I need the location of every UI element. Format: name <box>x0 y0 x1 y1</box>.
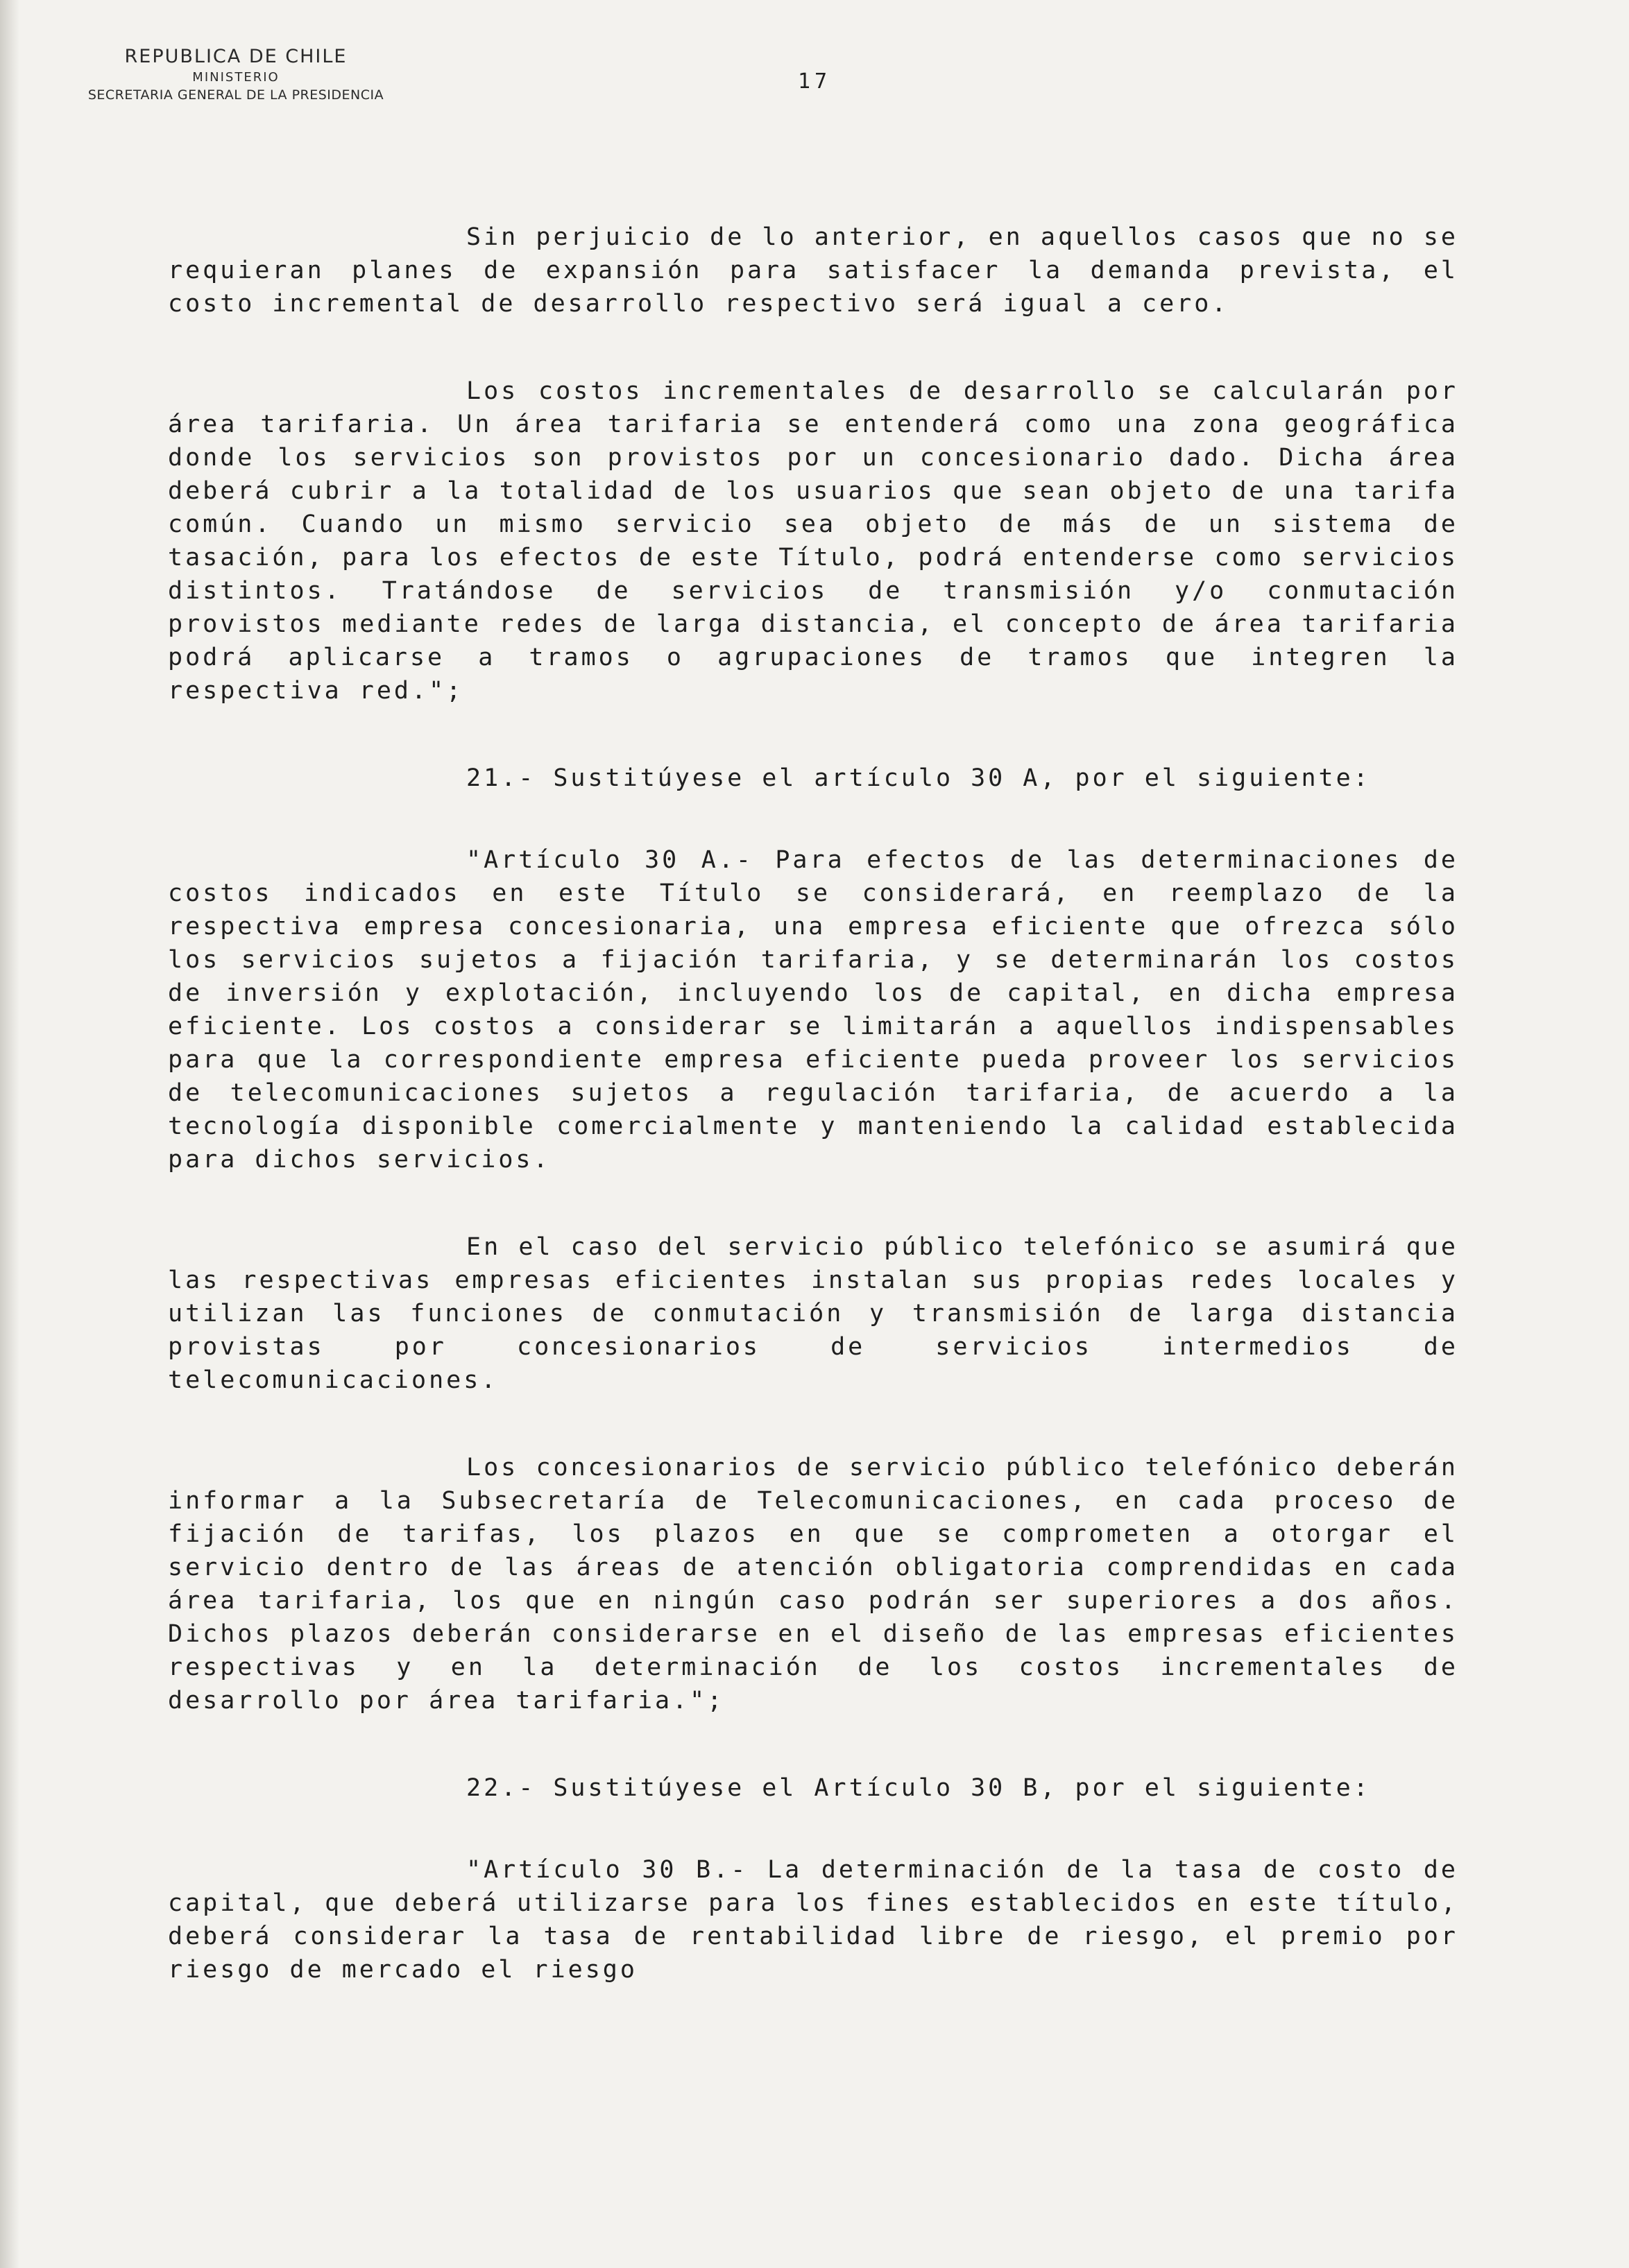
paragraph-item-22: 22.- Sustitúyese el Artículo 30 B, por el siguiente: <box>466 1774 1371 1802</box>
paragraph-2: Los costos incrementales de desarrollo se calcularán por área tarifaria. Un área tarifaria se entenderá como una zona geográfica donde los servicios son provistos por un concesionario dado. Dicha área deberá cubrir a la totalidad de los usuarios que sean objeto de una tarifa común. Cuando un mismo servicio sea objeto de más de un sistema de tasación, para los efectos de este Título, podrá entenderse como servicios distintos. Tratándose de servicios de transmisión y/o conmutación provistos mediante redes de larga distancia, el concepto de área tarifaria podrá aplicarse a tramos o agrupaciones de tramos que integren la respectiva red."; <box>168 377 1458 705</box>
letterhead-department: SECRETARIA GENERAL DE LA PRESIDENCIA <box>87 87 384 103</box>
letterhead-country: REPUBLICA DE CHILE <box>124 46 348 67</box>
paragraph-3: En el caso del servicio público telefónico se asumirá que las respectivas empresas eficientes instalan sus propias redes locales y utilizan las funciones de conmutación y transmisión de larga distancia provistas por concesionarios de servicios intermedios de telecomunicaciones. <box>168 1233 1458 1394</box>
letterhead <box>56 46 416 103</box>
paragraph-1: Sin perjuicio de lo anterior, en aquellos casos que no se requieran planes de expansión para satisfacer la demanda prevista, el costo incremental de desarrollo respectivo será igual a cero. <box>168 223 1458 318</box>
paragraph-4: Los concesionarios de servicio público telefónico deberán informar a la Subsecretaría de Telecomunicaciones, en cada proceso de fijación de tarifas, los plazos en que se comprometen a otorgar el servicio dentro de las áreas de atención obligatoria comprendidas en cada área tarifaria, los que en ningún caso podrán ser superiores a dos años. Dichos plazos deberán considerarse en el diseño de las empresas eficientes respectivas y en la determinación de los costos incrementales de desarrollo por área tarifaria."; <box>168 1454 1458 1715</box>
document-body <box>168 221 1458 2041</box>
page-number: 17 <box>798 69 832 94</box>
paragraph-article-30b: "Artículo 30 B.- La determinación de la tasa de costo de capital, que deberá utilizarse para los fines establecidos en este título, deberá considerar la tasa de rentabilidad libre de riesgo, el premio por riesgo de mercado el riesgo <box>168 1856 1458 1984</box>
paragraph-article-30a: "Artículo 30 A.- Para efectos de las determinaciones de costos indicados en este Título se considerará, en reemplazo de la respectiva empresa concesionaria, una empresa eficiente que ofrezca sólo los servicios sujetos a fijación tarifaria, y se determinarán los costos de inversión y explotación, incluyendo los de capital, en dicha empresa eficiente. Los costos a considerar se limitarán a aquellos indispensables para que la correspondiente empresa eficiente pueda proveer los servicios de telecomunicaciones sujetos a regulación tarifaria, de acuerdo a la tecnología disponible comercialmente y manteniendo la calidad establecida para dichos servicios. <box>168 846 1458 1174</box>
letterhead-ministry: MINISTERIO <box>192 70 280 85</box>
paragraph-item-21: 21.- Sustitúyese el artículo 30 A, por el siguiente: <box>466 764 1371 792</box>
page-edge-shadow <box>0 0 19 2268</box>
